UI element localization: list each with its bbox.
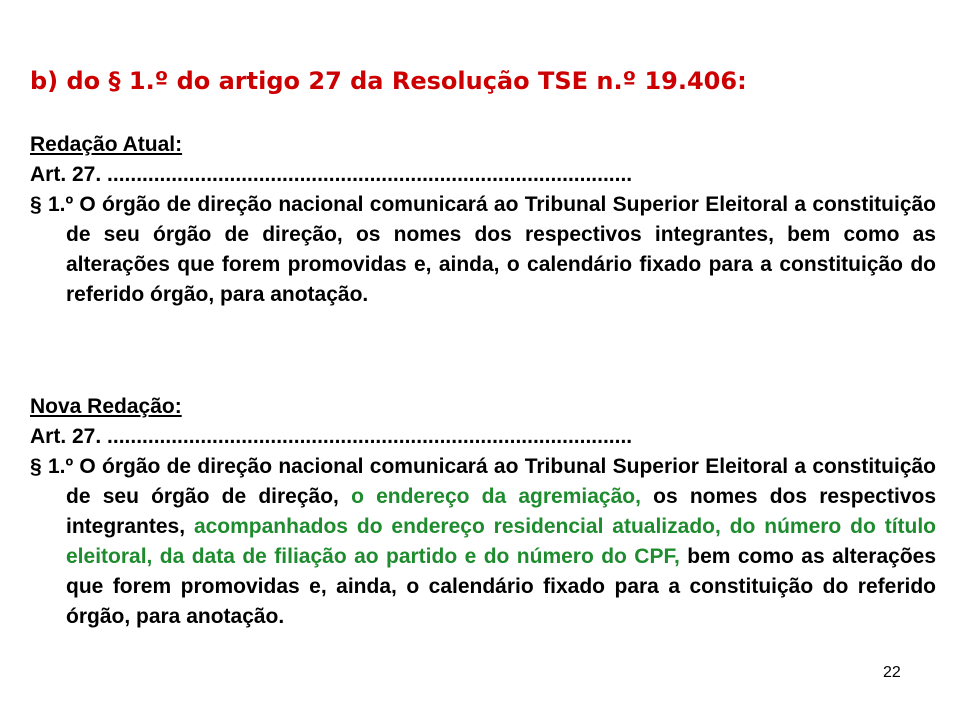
new-paragraph-text-1: § 1.º O órgão de direção nacional comunicará ao Tribunal Superior Eleitoral a constituição de seu órgão de direção,	[30, 455, 936, 508]
new-wording-heading: Nova Redação:	[30, 395, 182, 418]
new-paragraph	[30, 452, 936, 632]
new-paragraph-text-3: bem como as alterações que forem promovidas e, ainda, o calendário fixado para a constituição do referido órgão, para anotação.	[66, 545, 937, 628]
new-wording-section	[30, 392, 936, 632]
new-paragraph-highlight-1: o endereço da agremiação,	[351, 485, 641, 508]
slide	[30, 0, 936, 720]
current-paragraph: § 1.º O órgão de direção nacional comunicará ao Tribunal Superior Eleitoral a constituição de seu órgão de direção, os nomes dos respectivos integrantes, bem como as alterações que forem promovidas e, ainda, o calendário fixado para a constituição do referido órgão, para anotação.	[30, 193, 936, 306]
slide-title: b) do § 1.º do artigo 27 da Resolução TSE n.º 19.406:	[30, 67, 747, 95]
current-article-line: Art. 27. ..........................................................................................	[30, 163, 633, 186]
current-wording-heading: Redação Atual:	[30, 133, 183, 156]
new-article-line: Art. 27. ..........................................................................................	[30, 425, 633, 448]
new-paragraph-text-2: os nomes dos respectivos integrantes,	[66, 485, 936, 538]
new-paragraph-highlight-2: acompanhados do endereço residencial atualizado, do número do título eleitoral, da data de filiação ao partido e do número do CPF,	[66, 515, 937, 568]
page-number: 22	[883, 664, 901, 681]
current-wording-section	[30, 130, 936, 310]
